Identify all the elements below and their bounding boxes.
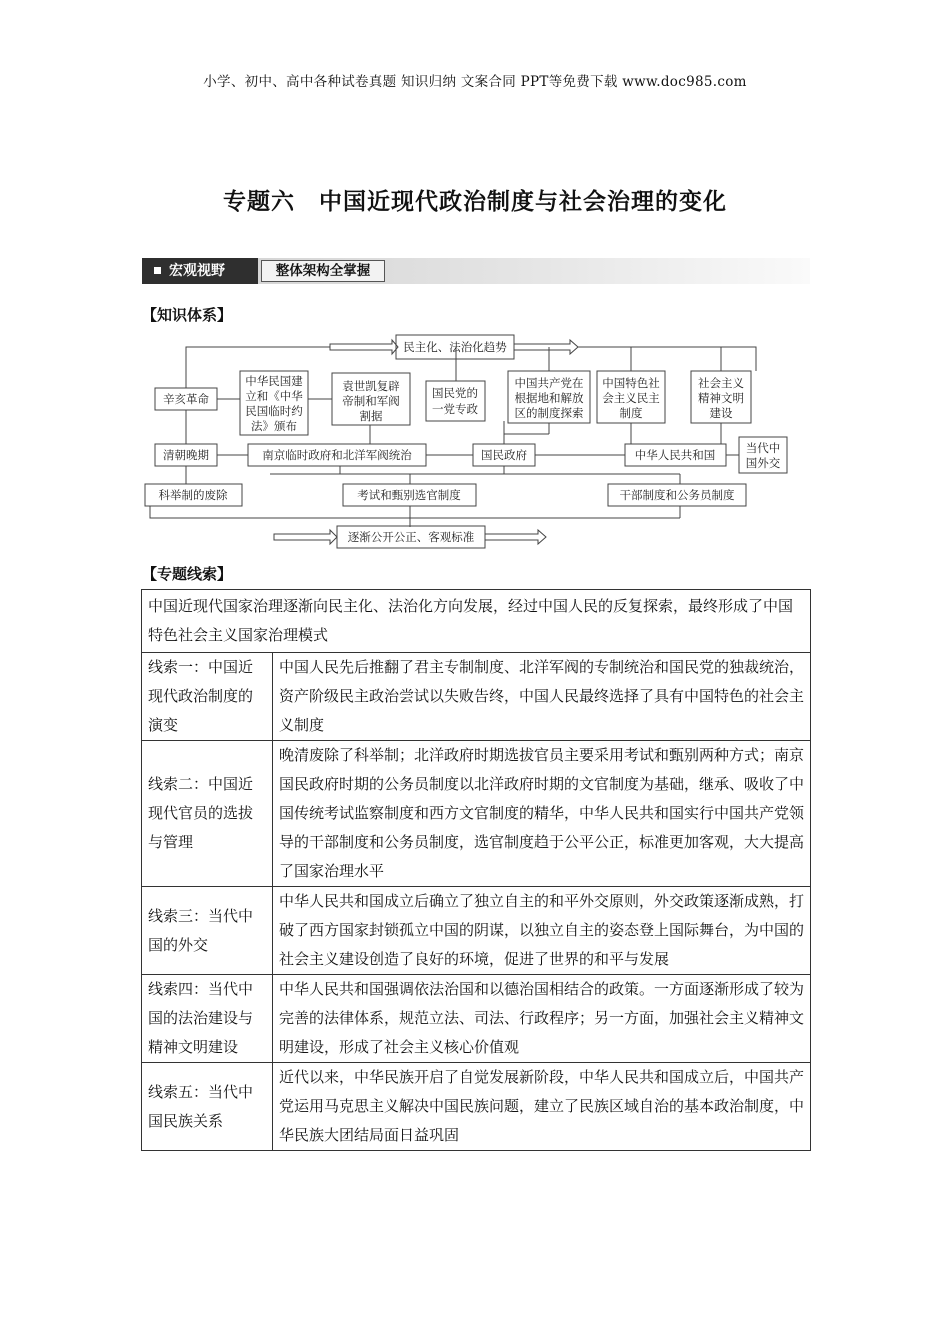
section-heading-clues: 【专题线索】 (142, 565, 233, 583)
arrow-shape (274, 530, 337, 544)
node-prc: 中华人民共和国 (634, 448, 716, 462)
node-diplomacy-line2: 国外交 (745, 456, 781, 470)
node-cadre: 干部制度和公务员制度 (619, 488, 735, 502)
node-civ-line1: 社会主义 (698, 376, 744, 390)
node-roc-line2: 立和《中华 (245, 389, 303, 403)
node-exam: 考试和甄别选官制度 (357, 488, 461, 502)
banner-subtitle: 整体架构全掌握 (261, 260, 385, 282)
node-roc-line4: 法》颁布 (251, 419, 297, 433)
node-roc-line3: 民国临时约 (245, 404, 303, 418)
clue-text: 中国人民先后推翻了君主专制制度、北洋军阀的专制统治和国民党的独裁统治，资产阶级民主政治尝试以失败告终，中国人民最终选择了具有中国特色的社会主义制度 (273, 653, 811, 741)
table-row (142, 1063, 811, 1151)
table-row (142, 590, 811, 653)
bottom-arrow-label: 逐渐公开公正、客观标准 (347, 530, 475, 544)
node-civ-line2: 精神文明 (698, 391, 744, 405)
clue-label: 线索四：当代中国的法治建设与精神文明建设 (142, 975, 273, 1063)
node-xinhai: 辛亥革命 (163, 392, 209, 406)
node-soc-line1: 中国特色社 (602, 376, 660, 390)
node-nationalist: 国民政府 (481, 448, 527, 462)
table-row (142, 653, 811, 741)
knowledge-diagram (140, 333, 800, 549)
node-civ-line3: 建设 (709, 406, 733, 420)
node-nanjing: 南京临时政府和北洋军阀统治 (262, 448, 412, 462)
page-title: 专题六 中国近现代政治制度与社会治理的变化 (223, 189, 727, 215)
top-arrow-label: 民主化、法治化趋势 (403, 340, 507, 354)
node-yuan-line2: 帝制和军阀 (342, 394, 400, 408)
node-soc-line2: 会主义民主 (602, 391, 660, 405)
node-qing: 清朝晚期 (163, 448, 209, 462)
table-row (142, 887, 811, 975)
node-kmt-line1: 国民党的 (432, 386, 478, 400)
node-keju: 科举制的废除 (158, 488, 228, 502)
node-kmt-line2: 一党专政 (432, 402, 478, 416)
arrow-shape (330, 340, 398, 354)
clue-label: 线索三：当代中国的外交 (142, 887, 273, 975)
clue-text: 近代以来，中华民族开启了自觉发展新阶段，中华人民共和国成立后，中国共产党运用马克思主义解决中国民族问题，建立了民族区域自治的基本政治制度，中华民族大团结局面日益巩固 (273, 1063, 811, 1151)
clue-text: 中华人民共和国强调依法治国和以德治国相结合的政策。一方面逐渐形成了较为完善的法律体系，规范立法、司法、行政程序；另一方面，加强社会主义精神文明建设，形成了社会主义核心价值观 (273, 975, 811, 1063)
arrow-shape (514, 340, 578, 354)
square-icon (154, 267, 161, 274)
node-soc-line3: 制度 (619, 406, 643, 420)
clues-intro: 中国近现代国家治理逐渐向民主化、法治化方向发展，经过中国人民的反复探索，最终形成了中国特色社会主义国家治理模式 (142, 590, 811, 653)
table-row (142, 975, 811, 1063)
node-ccp-line1: 中国共产党在 (514, 376, 584, 390)
node-yuan-line1: 袁世凯复辟 (342, 379, 400, 393)
clue-label: 线索五：当代中国民族关系 (142, 1063, 273, 1151)
clue-text: 晚清废除了科举制；北洋政府时期选拔官员主要采用考试和甄别两种方式；南京国民政府时期的公务员制度以北洋政府时期的文官制度为基础，继承、吸收了中国传统考试监察制度和西方文官制度的精华，中华人民共和国实行中国共产党领导的干部制度和公务员制度，选官制度趋于公平公正，标准更加客观，大大提高了国家治理水平 (273, 741, 811, 887)
clue-text: 中华人民共和国成立后确立了独立自主的和平外交原则，外交政策逐渐成熟，打破了西方国家封锁孤立中国的阴谋，以独立自主的姿态登上国际舞台，为中国的社会主义建设创造了良好的环境，促进了世界的和平与发展 (273, 887, 811, 975)
banner-label (142, 258, 258, 284)
page-header: 小学、初中、高中各种试卷真题 知识归纳 文案合同 PPT等免费下载 www.doc985.com (203, 74, 747, 90)
clue-label: 线索二：中国近现代官员的选拔与管理 (142, 741, 273, 887)
node-ccp-line3: 区的制度探索 (514, 406, 584, 420)
banner-label-text: 宏观视野 (169, 263, 225, 279)
clue-label: 线索一：中国近现代政治制度的演变 (142, 653, 273, 741)
table-row (142, 741, 811, 887)
section-heading-knowledge: 【知识体系】 (142, 306, 233, 324)
clues-table (141, 589, 811, 1151)
node-yuan-line3: 割据 (359, 409, 383, 423)
section-banner (142, 258, 810, 284)
node-roc-line1: 中华民国建 (245, 374, 303, 388)
node-diplomacy-line1: 当代中 (745, 441, 781, 455)
node-ccp-line2: 根据地和解放 (514, 391, 584, 405)
arrow-shape (485, 530, 546, 544)
